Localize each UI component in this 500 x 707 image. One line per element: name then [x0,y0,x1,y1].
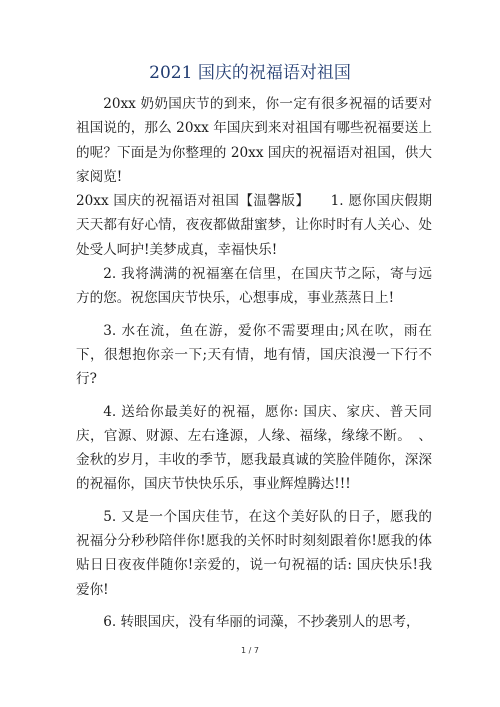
blessing-item-6: 6. 转眼国庆，没有华丽的词藻，不抄袭别人的思考， [103,613,420,630]
document-body [76,92,432,634]
blessing-item-3: 3. 水在流，鱼在游，爱你不需要理由;风在吹，雨在下，很想抱你亲一下;天有情，地有情，国庆浪漫一下行不行? [76,322,432,388]
page-number: 1 / 7 [241,646,259,655]
blessing-item-4: 4. 送给你最美好的祝福，愿你: 国庆、家庆、普天同庆，官源、财源、左右逢源，人缘、福缘，缘缘不断。 、金秋的岁月，丰收的季节，愿我最真诚的笑脸伴随你，深深的祝福你，国庆节快快乐乐，事业辉煌腾达!!! [76,403,432,493]
blessing-item-1: 20xx 国庆的祝福语对祖国【温馨版】 1. 愿你国庆假期天天都有好心情，夜夜都做甜蜜梦，让你时时有人关心、处处受人呵护!美梦成真，幸福快乐! [76,193,432,258]
blessing-item-5: 5. 又是一个国庆佳节，在这个美好队的日子，愿我的祝福分分秒秒陪伴你!愿我的关怀时时刻刻跟着你!愿我的体贴日日夜夜伴随你!亲爱的，说一句祝福的话: 国庆快乐!我爱你! [76,508,432,598]
blessing-item-2: 2. 我将满满的祝福塞在信里，在国庆节之际，寄与远方的您。祝您国庆节快乐，心想事成，事业蒸蒸日上! [76,266,432,307]
intro-paragraph: 20xx 奶奶国庆节的到来，你一定有很多祝福的话要对祖国说的，那么 20xx 年国庆到来对祖国有哪些祝福要送上的呢？下面是为你整理的 20xx 国庆的祝福语对祖国，供大家阅览! [76,96,432,185]
document-title: 2021 国庆的祝福语对祖国 [149,63,351,83]
